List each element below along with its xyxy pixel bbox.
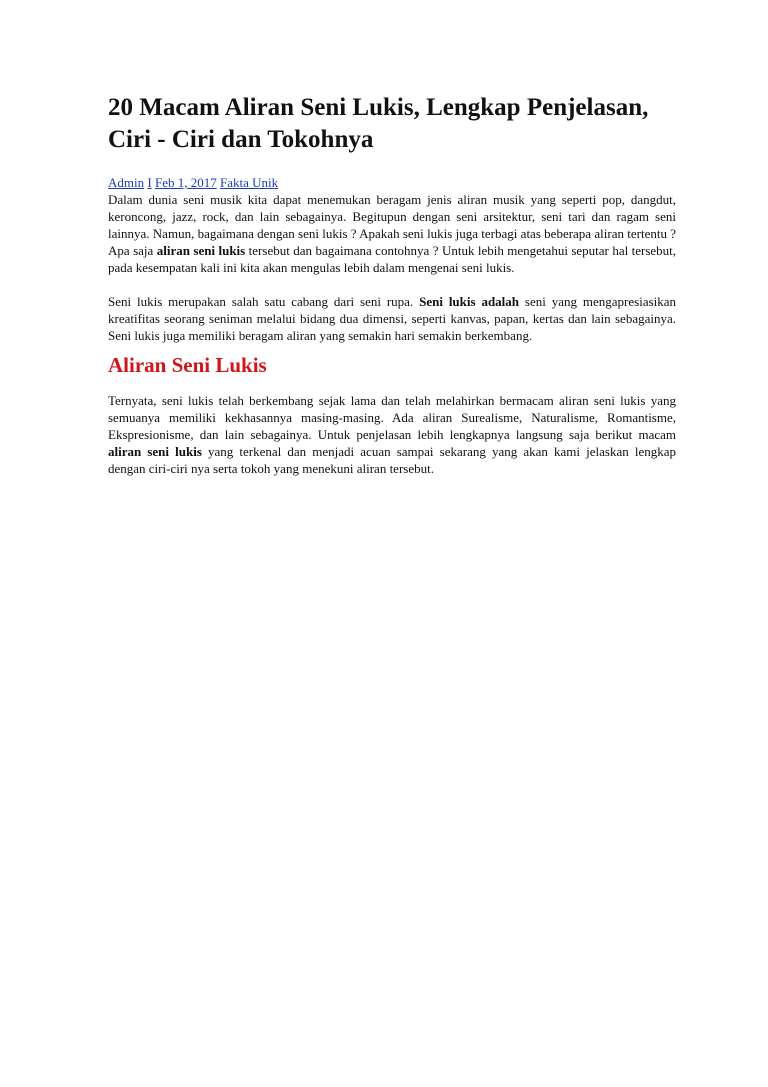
definition-bold-text: Seni lukis adalah: [419, 294, 520, 309]
intro-text-end: tersebut dan bagaimana contohnya ? Untuk lebih mengetahui seputar hal tersebut, pada kesempatan kali ini kita akan mengulas lebih dalam mengenai seni lukis.: [108, 243, 677, 275]
definition-paragraph: [108, 293, 676, 344]
intro-paragraph: [108, 191, 676, 276]
definition-text-end: seni yang mengapresiasikan kreatifitas seorang seniman melalui bidang dua dimensi, seperti kanvas, papan, kertas dan lain sebagainya. Seni lukis juga memiliki beragam aliran yang semakin hari semakin berkembang.: [108, 294, 677, 343]
definition-text: Seni lukis merupakan salah satu cabang dari seni rupa.: [108, 294, 414, 309]
meta-separator[interactable]: I: [147, 175, 152, 190]
date-link[interactable]: Feb 1, 2017: [154, 175, 217, 190]
article-meta: [108, 174, 676, 191]
section-heading: Aliran Seni Lukis: [108, 353, 267, 377]
section-text-end: yang terkenal dan menjadi acuan sampai sekarang yang akan kami jelaskan lengkap dengan ciri-ciri nya serta tokoh yang menekuni aliran tersebut.: [108, 444, 676, 476]
author-link[interactable]: Admin: [108, 175, 145, 190]
section-text: Ternyata, seni lukis telah berkembang sejak lama dan telah melahirkan bermacam aliran seni lukis yang semuanya memiliki kekhasannya masing-masing. Ada aliran Surealisme, Naturalisme, Romantisme, Ekspresionisme, dan lain sebagainya. Untuk penjelasan lebih lengkapnya langsung saja berikut macam: [108, 393, 676, 442]
article: [108, 92, 676, 477]
section-paragraph: [108, 392, 676, 477]
paragraph-gap: [108, 276, 676, 293]
intro-bold-text: aliran seni lukis: [156, 243, 246, 258]
intro-text: Dalam dunia seni musik kita dapat menemukan beragam jenis aliran musik yang seperti pop, dangdut, keroncong, jazz, rock, dan lain sebagainya. Begitupun dengan seni arsitektur, seni tari dan ragam seni lainnya. Namun, bagaimana dengan seni lukis ? Apakah seni lukis juga terbagi atas beberapa aliran tertentu ? Apa saja: [108, 192, 676, 258]
section-bold-text: aliran seni lukis: [108, 444, 202, 459]
category-link[interactable]: Fakta Unik: [219, 175, 279, 190]
page-title: 20 Macam Aliran Seni Lukis, Lengkap Penjelasan, Ciri - Ciri dan Tokohnya: [108, 94, 649, 153]
